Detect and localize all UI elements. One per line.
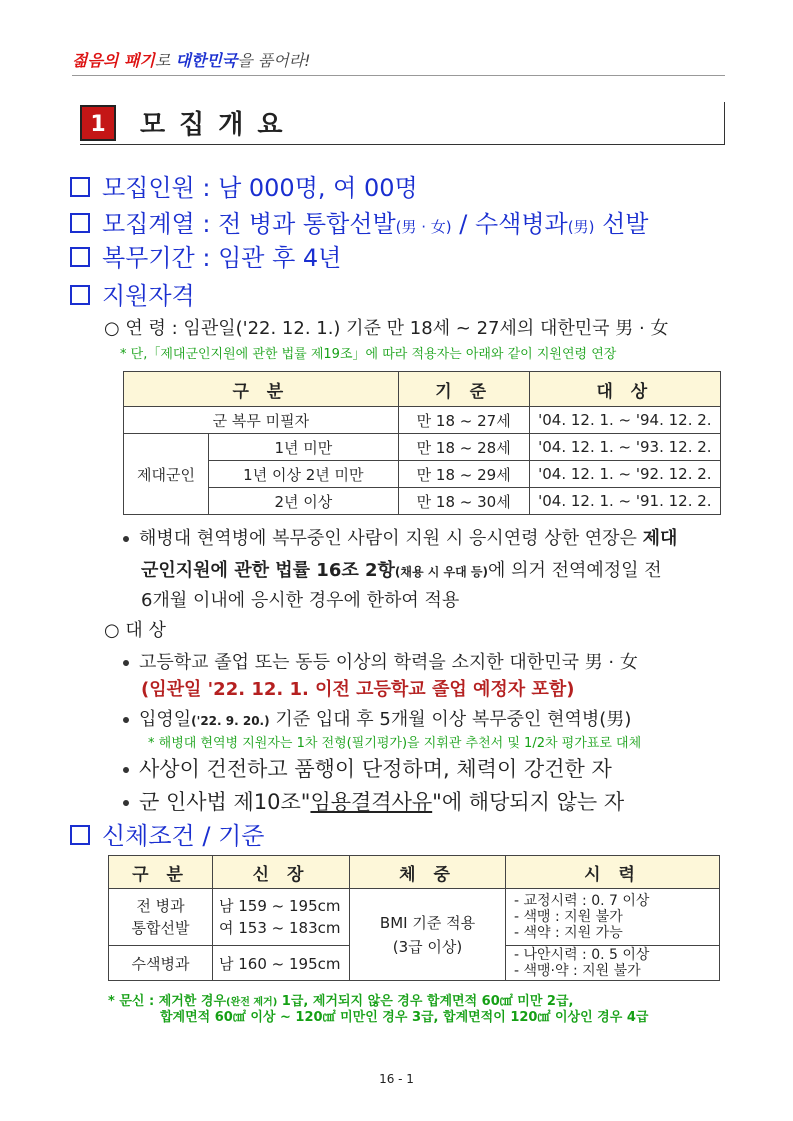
weight-value: BMI 기준 적용 [379,913,476,932]
target-text: "에 해당되지 않는 자 [432,790,625,814]
footnote-text: 1급, 제거되지 않은 경우 합계면적 60㎠ 미만 2급, [277,994,574,1009]
table-header: 구 분 [124,372,399,407]
table-cell: 1년 이상 2년 미만 [209,461,399,488]
marine-text: (채용 시 우대 등) [394,565,488,579]
target-item-3 [123,753,612,783]
table-cell: 만 18 ~ 27세 [398,407,529,434]
marine-text: 군인지원에 관한 법률 16조 2항 [141,560,395,581]
bullet-text: (男) [567,218,595,236]
marine-line-2 [141,556,662,582]
weight-value: (3급 이상) [392,937,463,956]
checkbox-icon [70,825,90,845]
table-cell: '04. 12. 1. ~ '92. 12. 2. [529,461,720,488]
bullet-service-period [70,238,341,273]
table-cell: '04. 12. 1. ~ '94. 12. 2. [529,407,720,434]
vision-value: - 색맹·약 : 지원 불가 [514,963,641,979]
bullet-text: 모집계열 : 전 병과 통합선발 [102,210,396,238]
footnote-line-2: 합계면적 60㎠ 이상 ~ 120㎠ 미만인 경우 3급, 합계면적이 120㎠ 이상인 경우 4급 [160,1010,649,1025]
bullet-text: (男 · 女) [395,218,452,236]
header-text: 로 [154,51,176,70]
marine-text: 해병대 현역병에 복무중인 사람이 지원 시 응시연령 상한 연장은 [139,528,643,549]
table-cell: 제대군인 [124,434,209,515]
table-header: 기 준 [398,372,529,407]
target-title: ○ 대 상 [104,620,166,641]
target-text: 기준 입대 후 5개월 이상 복무중인 현역병(男) [269,709,632,730]
table-cell: 만 18 ~ 30세 [398,488,529,515]
checkbox-icon [70,213,90,233]
bullet-eligibility [70,276,195,311]
bullet-recruit-field [70,204,648,239]
bullet-dot-icon [123,717,129,723]
bullet-dot-icon [123,536,129,542]
header-text: 젊음의 [72,51,124,70]
vision-value: - 교정시력 : 0. 7 이상 [514,893,650,909]
checkbox-icon [70,177,90,197]
target-item-2 [123,705,631,731]
table-cell: 수색병과 [109,946,213,981]
target-item-1-note: (임관일 '22. 12. 1. 이전 고등학교 졸업 예정자 포함) [141,679,575,700]
target-text: 사상이 건전하고 품행이 단정하며, 체력이 강건한 자 [139,757,612,781]
table-cell [213,889,350,946]
table-header: 신 장 [213,856,350,889]
bullet-recruit-count [70,168,418,203]
table-cell: 만 18 ~ 29세 [398,461,529,488]
target-text: 입영일 [139,709,192,730]
table-cell: '04. 12. 1. ~ '91. 12. 2. [529,488,720,515]
table-header: 구 분 [109,856,213,889]
bullet-text: 모집인원 : 남 000명, 여 00명 [102,174,418,202]
table-cell [506,889,720,946]
age-table [123,371,721,515]
bullet-text: / 수색병과 [451,210,568,238]
target-text: 임용결격사유 [310,790,433,814]
table-cell: 남 160 ~ 195cm [213,946,350,981]
bullet-dot-icon [123,800,129,806]
header-divider [72,75,725,76]
table-cell: 군 복무 미필자 [124,407,399,434]
target-item-1 [123,648,638,674]
marine-text: 제대 [642,528,678,549]
table-cell: 2년 이상 [209,488,399,515]
physical-table [108,855,720,981]
footnote-text: * 문신 : 제거한 경우 [108,994,227,1009]
page-number: 16 - 1 [379,1072,414,1086]
marine-line-1 [123,524,677,550]
table-header: 대 상 [529,372,720,407]
table-cell: '04. 12. 1. ~ '93. 12. 2. [529,434,720,461]
checkbox-icon [70,285,90,305]
checkbox-icon [70,247,90,267]
bullet-text: 복무기간 : 임관 후 4년 [102,244,342,272]
table-header: 체 중 [350,856,506,889]
bullet-text: 선발 [594,210,649,238]
table-cell: 만 18 ~ 28세 [398,434,529,461]
target-text: ('22. 9. 20.) [191,714,270,728]
bullet-dot-icon [123,660,129,666]
footnote-text: (완전 제거) [226,997,278,1008]
bullet-dot-icon [123,767,129,773]
target-text: 군 인사법 제10조" [139,790,311,814]
target-item-4 [123,786,624,816]
marine-text: 에 의거 전역예정일 전 [487,560,662,581]
header-text: 을 품어라! [237,51,311,70]
header-text: 패기 [123,51,155,70]
header-text: 대한민국 [175,51,238,70]
vision-value: - 색맹 : 지원 불가 [514,909,623,925]
section-title: 모집개요 [140,110,297,140]
age-note: * 단,「제대군인지원에 관한 법률 제19조」에 따라 적용자는 아래와 같이 지원연령 연장 [120,347,617,362]
age-line: ○ 연 령 : 임관일('22. 12. 1.) 기준 만 18세 ~ 27세의 대한민국 男 · 女 [104,318,669,339]
vision-value: - 색약 : 지원 가능 [514,925,623,941]
table-cell [350,889,506,981]
table-cell: 전 병과 통합선발 [109,889,213,946]
bullet-text: 지원자격 [102,282,195,310]
table-cell: 1년 미만 [209,434,399,461]
bullet-physical [70,816,264,851]
bullet-text: 신체조건 / 기준 [102,822,265,850]
target-item-2-note: * 해병대 현역병 지원자는 1차 전형(필기평가)을 지휘관 추천서 및 1/2차 평가표로 대체 [148,736,642,751]
page-header [72,48,311,71]
vision-value: - 나안시력 : 0. 5 이상 [514,947,650,963]
height-value: 여 153 ~ 183cm [219,919,341,937]
section-number: 1 [80,105,116,141]
height-value: 남 159 ~ 195cm [219,897,341,915]
table-header: 시 력 [506,856,720,889]
table-cell [506,946,720,981]
target-text: 고등학교 졸업 또는 동등 이상의 학력을 소지한 대한민국 男 · 女 [139,652,638,673]
marine-line-3: 6개월 이내에 응시한 경우에 한하여 적용 [141,590,460,611]
